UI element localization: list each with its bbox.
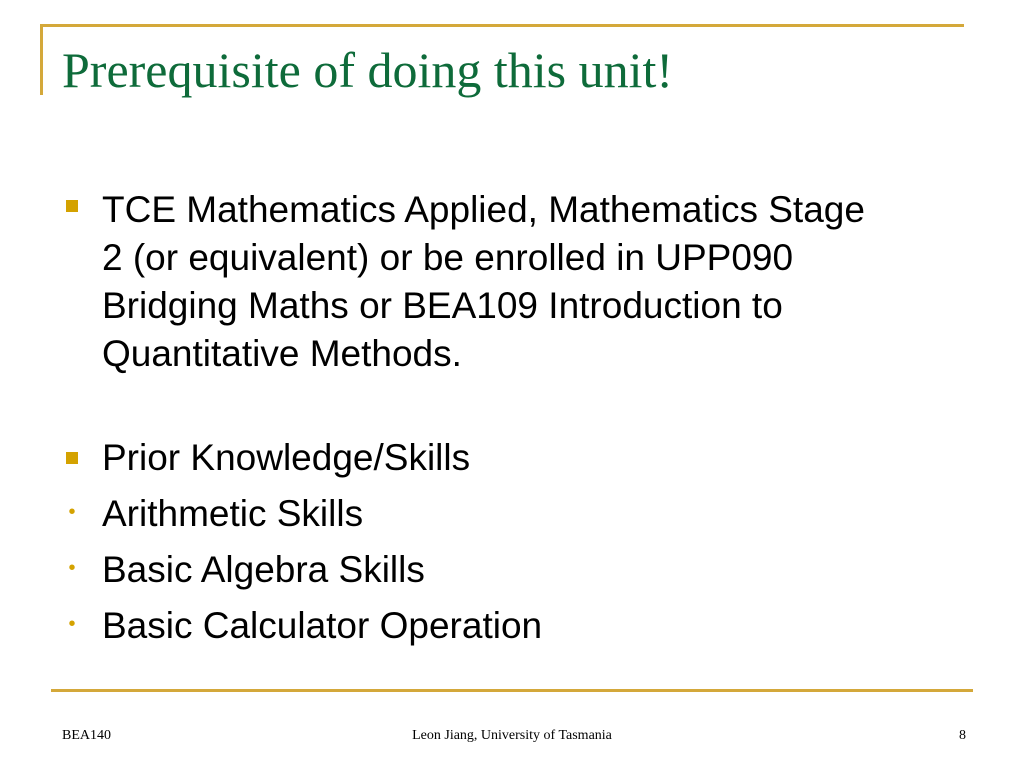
dot-bullet-icon: • bbox=[68, 557, 76, 579]
square-bullet-icon bbox=[66, 200, 78, 212]
bullet-text: Prior Knowledge/Skills bbox=[102, 437, 471, 478]
footer-course-code: BEA140 bbox=[62, 728, 111, 743]
bullet-text: Basic Calculator Operation bbox=[102, 605, 543, 646]
slide-title: Prerequisite of doing this unit! bbox=[62, 42, 674, 98]
bullet-text: Basic Algebra Skills bbox=[102, 549, 425, 590]
footer-author: Leon Jiang, University of Tasmania bbox=[412, 728, 612, 743]
footer-rule bbox=[51, 689, 973, 692]
square-bullet-icon bbox=[66, 452, 78, 464]
bullet-text: TCE Mathematics Applied, Mathematics Stage 2 (or equivalent) or be enrolled in UPP090 Bridging Maths or BEA109 Introduction to Quantitative Methods. bbox=[102, 189, 865, 374]
bullet-text: Arithmetic Skills bbox=[102, 493, 364, 534]
footer-page-number: 8 bbox=[959, 728, 966, 743]
dot-bullet-icon: • bbox=[68, 501, 76, 523]
dot-bullet-icon: • bbox=[68, 613, 76, 635]
